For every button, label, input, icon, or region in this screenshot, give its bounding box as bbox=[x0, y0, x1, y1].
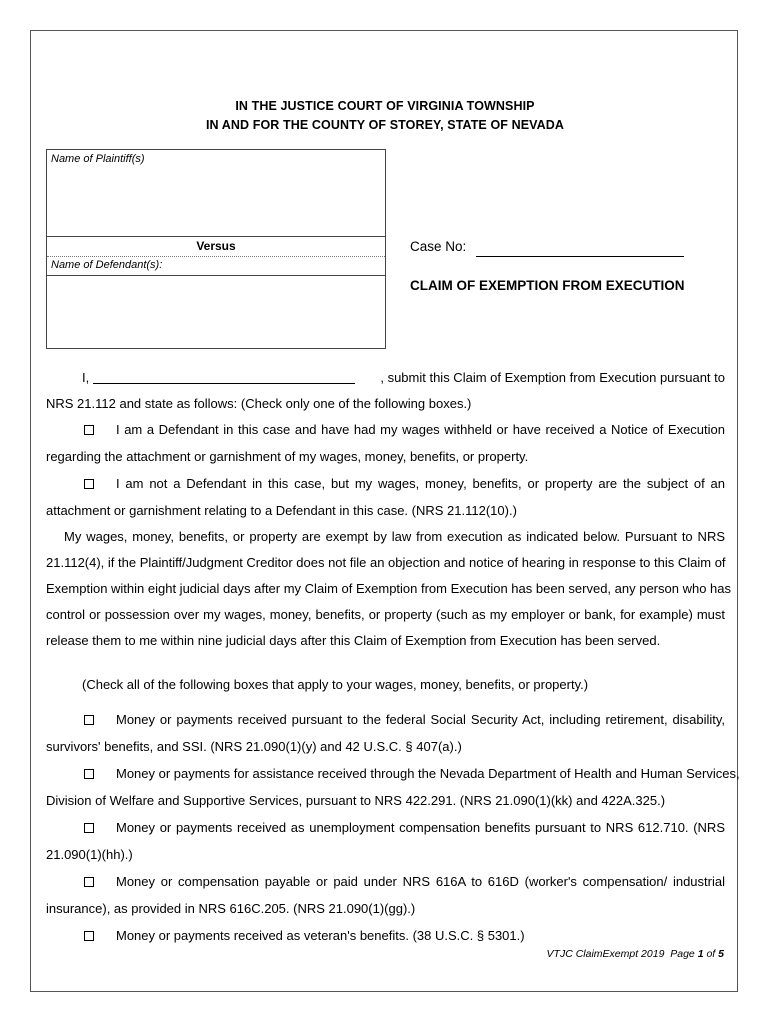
exemption-text-cont: 21.090(1)(hh).) bbox=[46, 847, 133, 862]
footer-page-total: 5 bbox=[718, 948, 724, 960]
exemption-unemployment bbox=[46, 820, 725, 836]
footer-of-word: of bbox=[706, 948, 716, 960]
not-defendant-checkbox[interactable] bbox=[84, 479, 94, 489]
plaintiff-label: Name of Plaintiff(s) bbox=[51, 153, 145, 165]
exemption-workers-comp bbox=[46, 874, 725, 890]
exemption-social-security bbox=[46, 712, 725, 728]
status-option-not-defendant bbox=[46, 476, 725, 492]
welfare-checkbox[interactable] bbox=[84, 769, 94, 779]
page-footer bbox=[547, 948, 724, 960]
parties-caption-box bbox=[46, 149, 386, 349]
intro-line-2: NRS 21.112 and state as follows: (Check only one of the following boxes.) bbox=[46, 396, 472, 411]
exempt-paragraph-line: control or possession over my wages, money, benefits, or property (such as my employer or bank, for example) must bbox=[46, 607, 725, 622]
status-option-text: I am a Defendant in this case and have had my wages withheld or have received a Notice of Execution bbox=[116, 422, 725, 437]
exemption-text-cont: Division of Welfare and Supportive Services, pursuant to NRS 422.291. (NRS 21.090(1)(kk) and 422A.325.) bbox=[46, 793, 666, 808]
workers-comp-checkbox[interactable] bbox=[84, 877, 94, 887]
case-number-label: Case No: bbox=[410, 239, 467, 254]
exempt-paragraph-line: release them to me within nine judicial days after this Claim of Exemption from Execution has been served. bbox=[46, 633, 661, 648]
exemption-text-cont: insurance), as provided in NRS 616C.205. (NRS 21.090(1)(gg).) bbox=[46, 901, 416, 916]
status-option-text: I am not a Defendant in this case, but my wages, money, benefits, or property are the subject of an bbox=[116, 476, 725, 491]
footer-page-word: Page bbox=[670, 948, 695, 960]
exemption-text: Money or compensation payable or paid under NRS 616A to 616D (worker's compensation/ industrial bbox=[116, 874, 725, 889]
status-option-text-cont: regarding the attachment or garnishment of my wages, money, benefits, or property. bbox=[46, 449, 529, 464]
document-title: CLAIM OF EXEMPTION FROM EXECUTION bbox=[410, 278, 685, 293]
defendant-checkbox[interactable] bbox=[84, 425, 94, 435]
exempt-paragraph-line: 21.112(4), if the Plaintiff/Judgment Creditor does not file an objection and notice of hearing in response to this Claim of bbox=[46, 555, 726, 570]
footer-doc-id: VTJC ClaimExempt 2019 bbox=[546, 948, 665, 960]
versus-label: Versus bbox=[196, 239, 236, 253]
versus-divider-dotted bbox=[47, 256, 385, 257]
defendant-divider bbox=[47, 275, 385, 276]
exempt-paragraph-text: My wages, money, benefits, or property are exempt by law from execution as indicated below. Pursuant to NRS bbox=[64, 529, 725, 544]
exemption-text-cont: survivors' benefits, and SSI. (NRS 21.090(1)(y) and 42 U.S.C. § 407(a).) bbox=[46, 739, 462, 754]
intro-prefix: I, bbox=[82, 370, 90, 385]
footer-page-number: 1 bbox=[697, 948, 704, 960]
intro-suffix: , submit this Claim of Exemption from Execution pursuant to bbox=[380, 370, 725, 385]
court-name-line2: IN AND FOR THE COUNTY OF STOREY, STATE OF NEVADA bbox=[205, 118, 565, 132]
case-number-field[interactable] bbox=[476, 256, 684, 257]
exemption-text: Money or payments for assistance received through the Nevada Department of Health and Human Services, bbox=[116, 766, 740, 781]
exempt-paragraph-line: Exemption within eight judicial days after my Claim of Exemption from Execution has been served, any person who has bbox=[46, 581, 732, 596]
unemployment-checkbox[interactable] bbox=[84, 823, 94, 833]
court-name-line1: IN THE JUSTICE COURT OF VIRGINIA TOWNSHIP bbox=[235, 99, 535, 113]
status-option-defendant bbox=[46, 422, 725, 438]
check-all-instruction: (Check all of the following boxes that apply to your wages, money, benefits, or property.) bbox=[82, 677, 589, 692]
intro-line bbox=[46, 370, 725, 386]
exemption-text: Money or payments received as unemployment compensation benefits pursuant to NRS 612.710. (NRS bbox=[116, 820, 725, 835]
exemption-welfare bbox=[46, 766, 740, 782]
social-security-checkbox[interactable] bbox=[84, 715, 94, 725]
status-option-text-cont: attachment or garnishment relating to a Defendant in this case. (NRS 21.112(10).) bbox=[46, 503, 517, 518]
veterans-checkbox[interactable] bbox=[84, 931, 94, 941]
exemption-text: Money or payments received pursuant to the federal Social Security Act, including retirement, disability, bbox=[116, 712, 725, 727]
exemption-veterans bbox=[46, 928, 725, 944]
exempt-paragraph-line bbox=[46, 529, 725, 545]
versus-divider-top bbox=[47, 236, 385, 237]
defendant-label: Name of Defendant(s): bbox=[51, 259, 163, 271]
exemption-text: Money or payments received as veteran's benefits. (38 U.S.C. § 5301.) bbox=[116, 928, 525, 943]
claimant-name-field[interactable] bbox=[93, 371, 355, 384]
